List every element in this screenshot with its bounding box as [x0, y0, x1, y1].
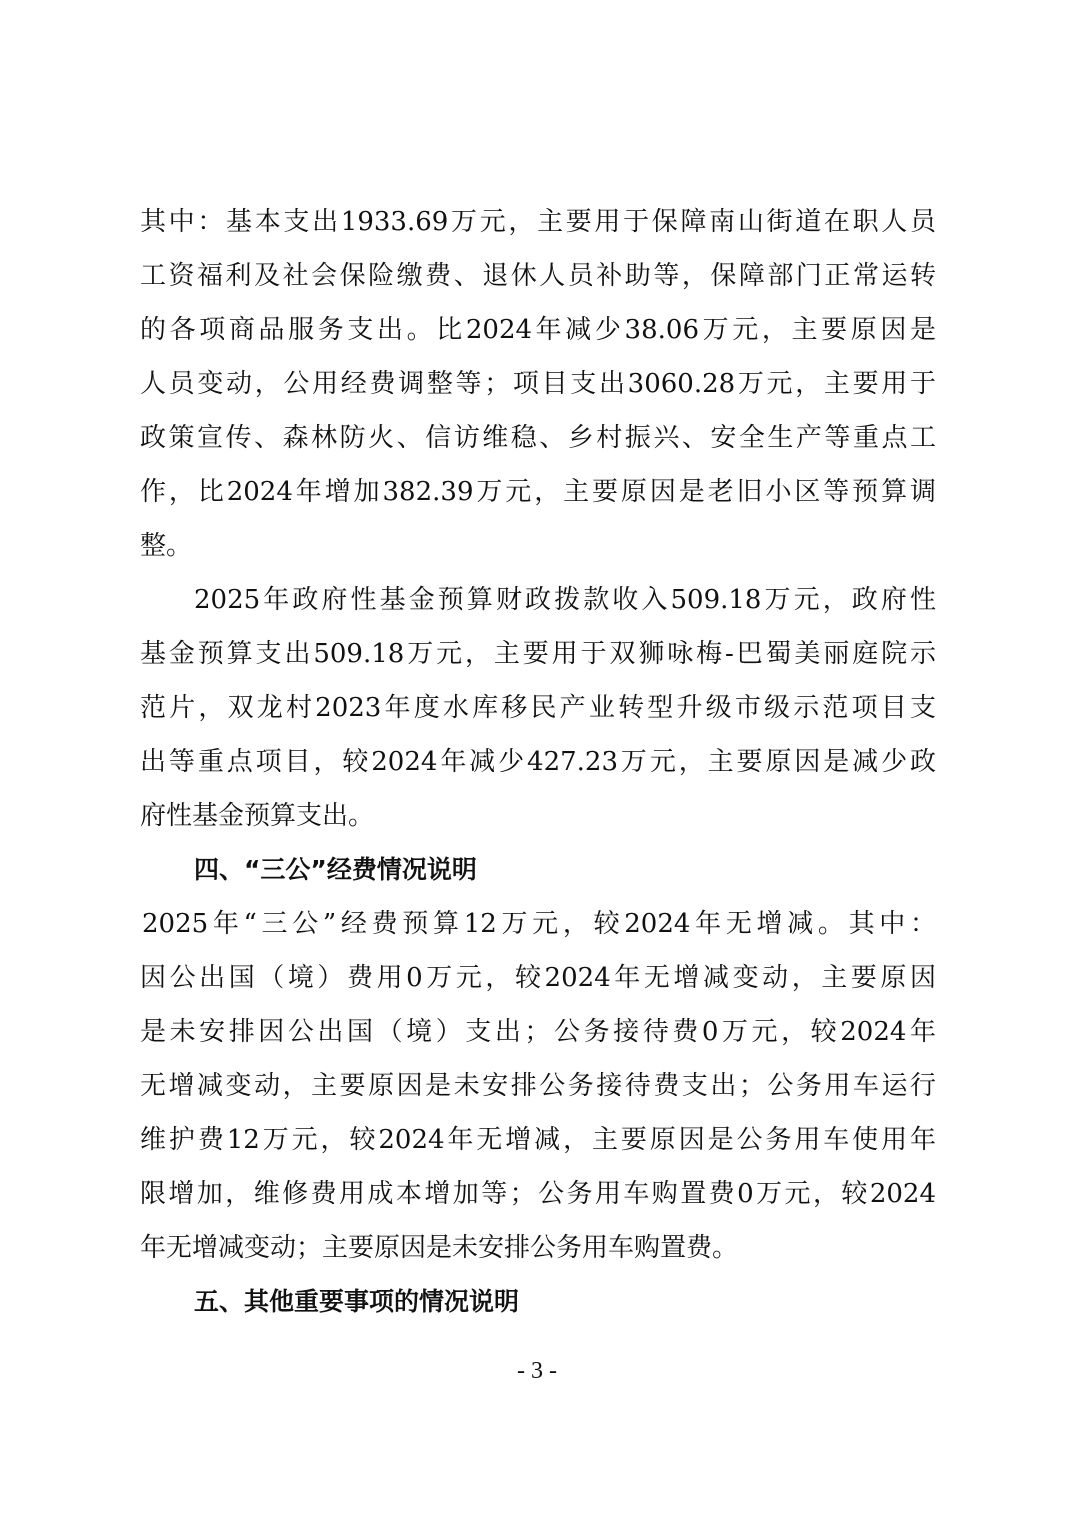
text-line: 府性基金预算支出。 — [140, 801, 375, 831]
text-line: 年无增减变动；主要原因是未安排公务用车购置费。 — [140, 1233, 739, 1263]
section-heading-5: 五、其他重要事项的情况说明 — [194, 1287, 520, 1316]
section-heading-4: 四、“三公”经费情况说明 — [194, 855, 477, 884]
page-number: - 3 - — [517, 1358, 557, 1384]
text-line: 作，比2024年增加382.39万元，主要原因是老旧小区等预算调 — [140, 477, 936, 507]
text-line: 整。 — [140, 531, 193, 561]
document-body — [140, 200, 936, 1334]
text-line: 人员变动，公用经费调整等；项目支出3060.28万元，主要用于 — [140, 369, 936, 399]
text-line: 是未安排因公出国（境）支出；公务接待费0万元，较2024年 — [140, 1017, 936, 1047]
text-line: 其中：基本支出1933.69万元，主要用于保障南山街道在职人员 — [140, 207, 936, 237]
paragraph-basic-expenditure — [140, 200, 936, 578]
text-line: 出等重点项目，较2024年减少427.23万元，主要原因是减少政 — [140, 747, 936, 777]
text-line: 无增减变动，主要原因是未安排公务接待费支出；公务用车运行 — [140, 1071, 936, 1101]
text-line: 维护费12万元，较2024年无增减，主要原因是公务用车使用年 — [140, 1125, 936, 1155]
text-line: 限增加，维修费用成本增加等；公务用车购置费0万元，较2024 — [140, 1179, 936, 1209]
text-line: 政策宣传、森林防火、信访维稳、乡村振兴、安全生产等重点工 — [140, 423, 936, 453]
text-line: 工资福利及社会保险缴费、退休人员补助等，保障部门正常运转 — [140, 261, 936, 291]
text-line: 基金预算支出509.18万元，主要用于双狮咏梅-巴蜀美丽庭院示 — [140, 639, 936, 669]
text-line: 2025年“三公”经费预算12万元，较2024年无增减。其中： — [142, 909, 936, 939]
text-line: 范片，双龙村2023年度水库移民产业转型升级市级示范项目支 — [140, 693, 936, 723]
text-line: 的各项商品服务支出。比2024年减少38.06万元，主要原因是 — [140, 315, 936, 345]
text-line: 因公出国（境）费用0万元，较2024年无增减变动，主要原因 — [140, 963, 936, 993]
paragraph-government-fund — [140, 578, 936, 848]
paragraph-three-public — [140, 902, 936, 1280]
text-line: 2025年政府性基金预算财政拨款收入509.18万元，政府性 — [194, 585, 936, 615]
